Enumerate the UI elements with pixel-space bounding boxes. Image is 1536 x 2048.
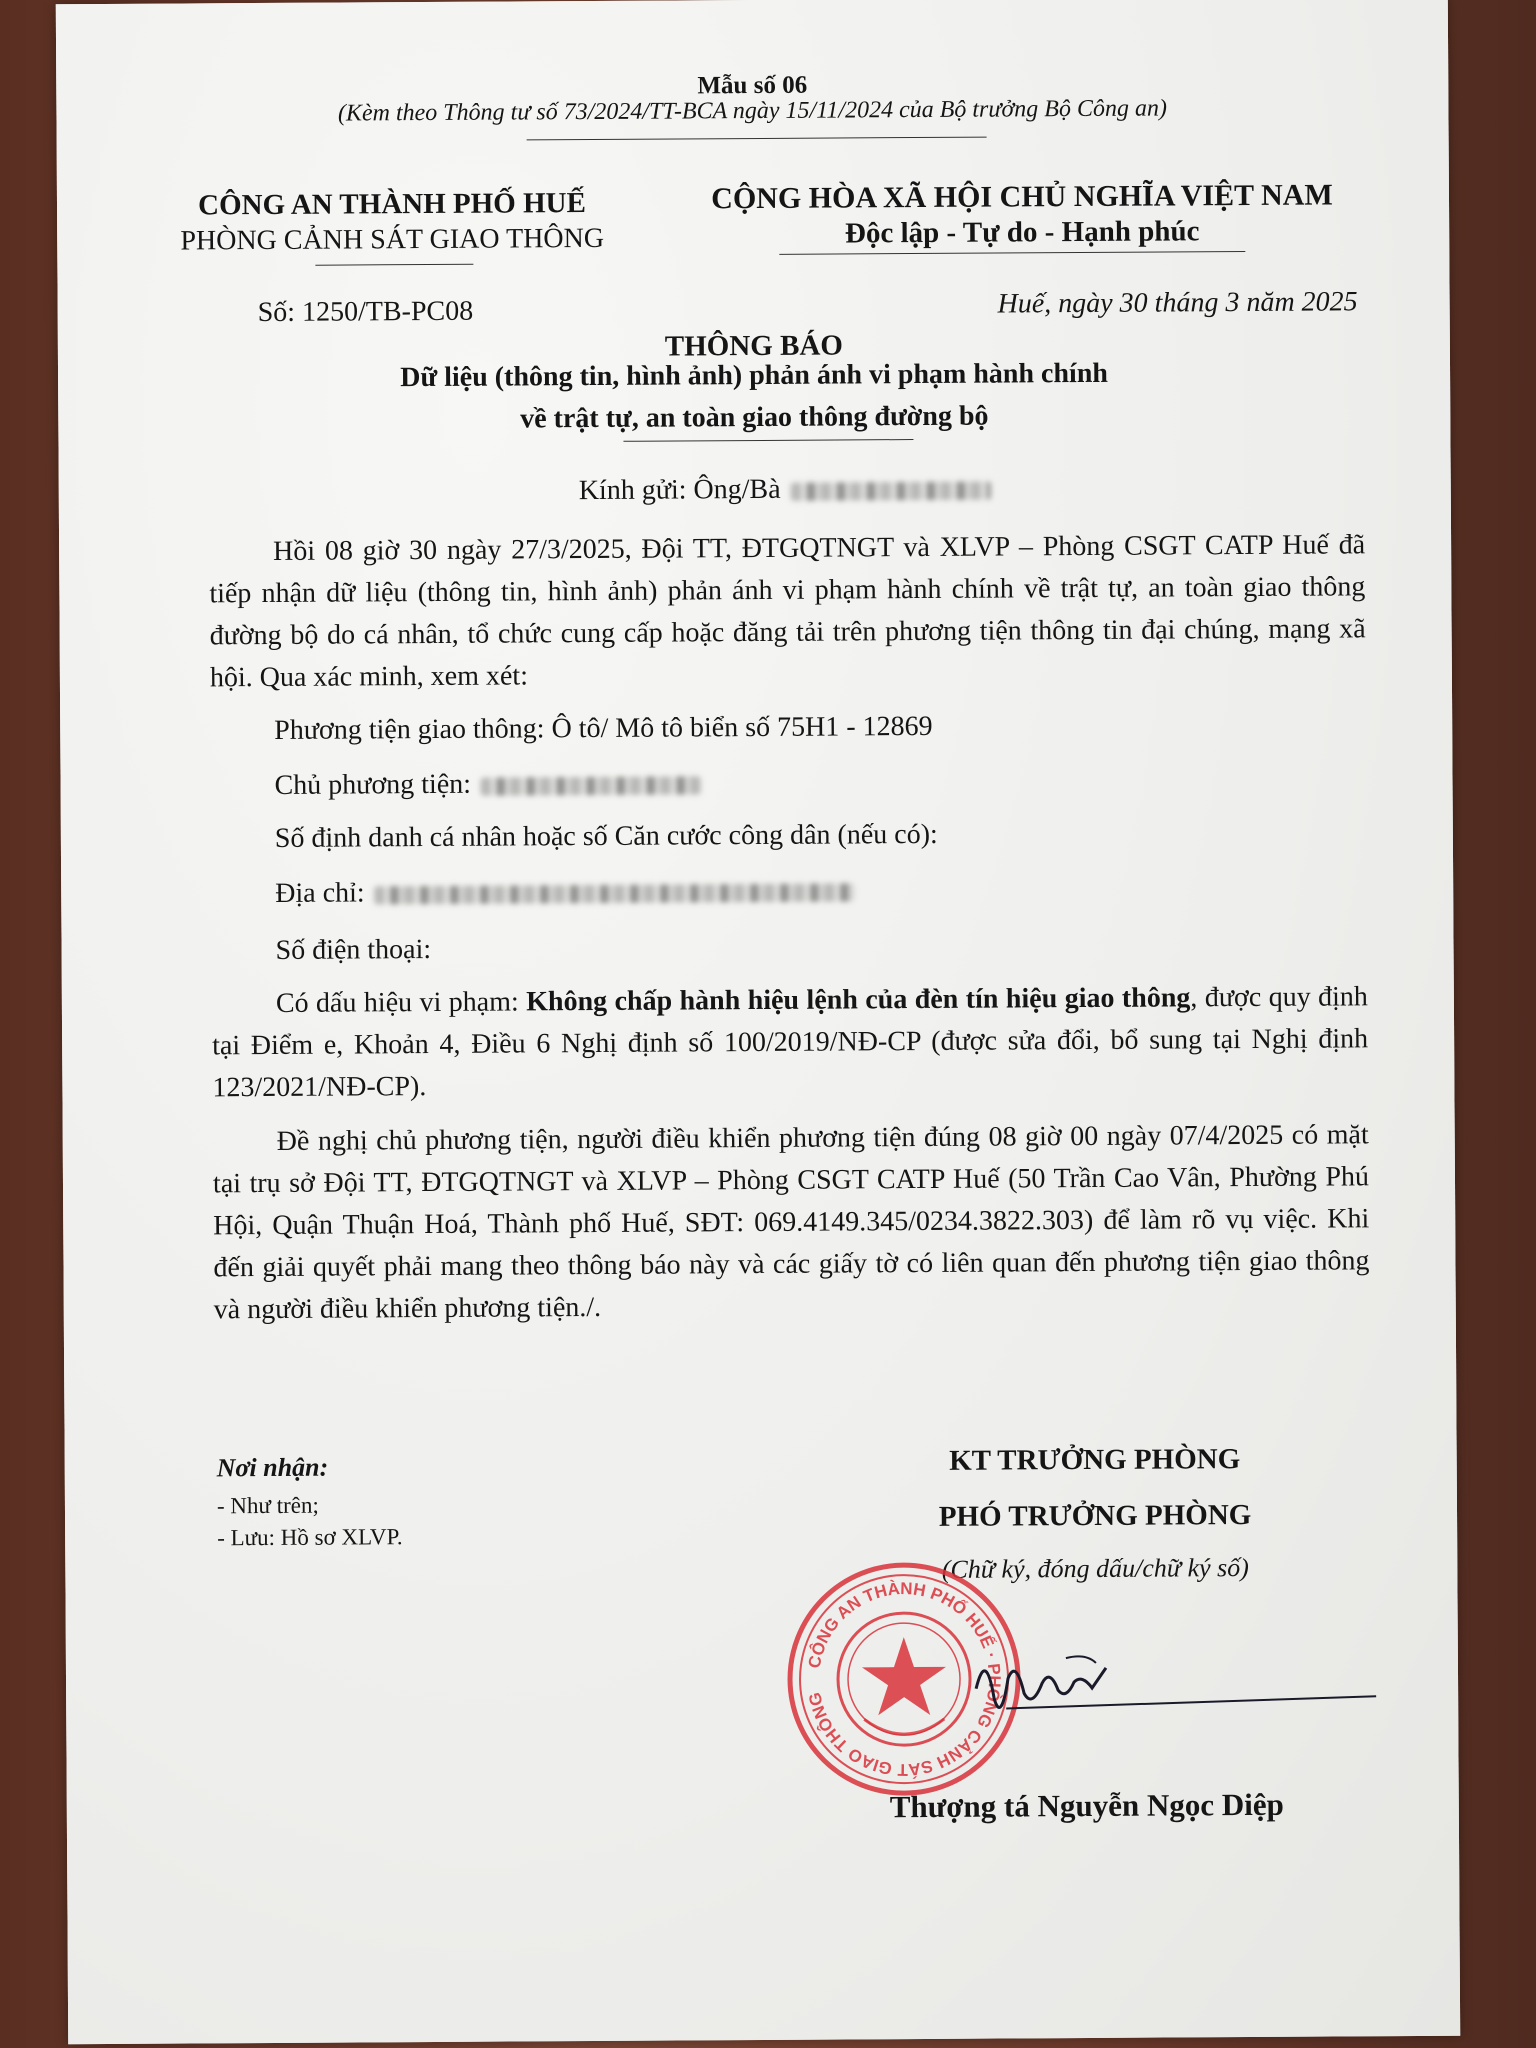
recipients-heading: Nơi nhận: bbox=[216, 1452, 329, 1483]
document-subtitle-1: Dữ liệu (thông tin, hình ảnh) phản ánh vi phạm hành chính bbox=[400, 357, 1109, 394]
violation-basis: , được quy định tại Điểm e, Khoản 4, Điều 6 Nghị định số 100/2019/NĐ-CP (được sửa đổi, bổ sung tại Nghị định 123/2021/NĐ-CP). bbox=[212, 981, 1369, 1104]
divider bbox=[315, 264, 473, 266]
recipient-item: - Lưu: Hồ sơ XLVP. bbox=[217, 1524, 403, 1551]
nation-name: CỘNG HÒA XÃ HỘI CHỦ NGHĨA VIỆT NAM bbox=[711, 178, 1333, 216]
signer-title-2: PHÓ TRƯỞNG PHÒNG bbox=[938, 1498, 1252, 1533]
form-number: Mẫu số 06 bbox=[697, 71, 808, 100]
address-line bbox=[275, 874, 855, 910]
phone-line: Số điện thoại: bbox=[275, 933, 432, 966]
divider bbox=[527, 137, 987, 141]
divider bbox=[623, 439, 913, 442]
id-line: Số định danh cá nhân hoặc số Căn cước công dân (nếu có): bbox=[274, 818, 938, 854]
document-number: Số: 1250/TB-PC08 bbox=[257, 295, 474, 329]
recipient-label: Kính gửi: Ông/Bà bbox=[578, 473, 781, 507]
document-subtitle-2: về trật tự, an toàn giao thông đường bộ bbox=[520, 400, 989, 435]
document-paper bbox=[56, 0, 1460, 2044]
place-date: Huế, ngày 30 tháng 3 năm 2025 bbox=[997, 286, 1358, 320]
redacted-owner bbox=[481, 776, 701, 795]
form-reference: (Kèm theo Thông tư số 73/2024/TT-BCA ngày 15/11/2024 của Bộ trưởng Bộ Công an) bbox=[337, 95, 1168, 127]
vehicle-line: Phương tiện giao thông: Ô tô/ Mô tô biển số 75H1 - 12869 bbox=[274, 710, 933, 746]
owner-label: Chủ phương tiện: bbox=[274, 768, 472, 801]
request-paragraph: Đề nghị chủ phương tiện, người điều khiển phương tiện đúng 08 giờ 00 ngày 07/4/2025 có mặt tại trụ sở Đội TT, ĐTGQTNGT và XLVP – Phòng CSGT CATP Huế (50 Trần Cao Vân, Phường Phú Hội, Quận Thuận Hoá, Thành phố Huế, SĐT: 069.4149.345/0234.3822.303) để làm rõ vụ việc. Khi đến giải quyết phải mang theo thông báo này và các giấy tờ có liên quan đến phương tiện giao thông và người điều khiển phương tiện./. bbox=[212, 1119, 1370, 1326]
handwritten-signature-icon bbox=[946, 1636, 1387, 1729]
recipient-line bbox=[579, 473, 991, 508]
violation-paragraph bbox=[212, 976, 1369, 1109]
agency-unit: PHÒNG CẢNH SÁT GIAO THÔNG bbox=[180, 222, 605, 257]
document-title: THÔNG BÁO bbox=[664, 329, 844, 363]
signer-title-1: KT TRƯỞNG PHÒNG bbox=[949, 1443, 1241, 1477]
address-label: Địa chỉ: bbox=[275, 877, 365, 909]
agency-parent: CÔNG AN THÀNH PHỐ HUẾ bbox=[198, 187, 586, 222]
redacted-name bbox=[791, 481, 991, 500]
redacted-address bbox=[375, 883, 855, 904]
violation-name: Không chấp hành hiệu lệnh của đèn tín hiệu giao thông bbox=[526, 982, 1191, 1018]
recipient-item: - Như trên; bbox=[216, 1492, 319, 1519]
divider bbox=[779, 251, 1245, 255]
owner-line bbox=[274, 767, 701, 802]
intro-paragraph: Hồi 08 giờ 30 ngày 27/3/2025, Đội TT, ĐTGQTNGT và XLVP – Phòng CSGT CATP Huế đã tiếp nhận dữ liệu (thông tin, hình ảnh) phản ánh vi phạm hành chính về trật tự, an toàn giao thông đường bộ do cá nhân, tổ chức cung cấp hoặc đăng tải trên phương tiện thông tin đại chúng, mạng xã hội. Qua xác minh, xem xét: bbox=[209, 529, 1366, 694]
signer-name: Thượng tá Nguyễn Ngọc Diệp bbox=[889, 1786, 1284, 1825]
violation-prefix: Có dấu hiệu vi phạm: bbox=[275, 986, 527, 1019]
seal-text: CÔNG AN THÀNH PHỐ HUẾ · PHÒNG CẢNH SÁT GIAO THÔNG bbox=[804, 1578, 1005, 1780]
nation-motto: Độc lập - Tự do - Hạnh phúc bbox=[844, 215, 1200, 250]
signature-note: (Chữ ký, đóng dấu/chữ ký số) bbox=[941, 1553, 1249, 1584]
